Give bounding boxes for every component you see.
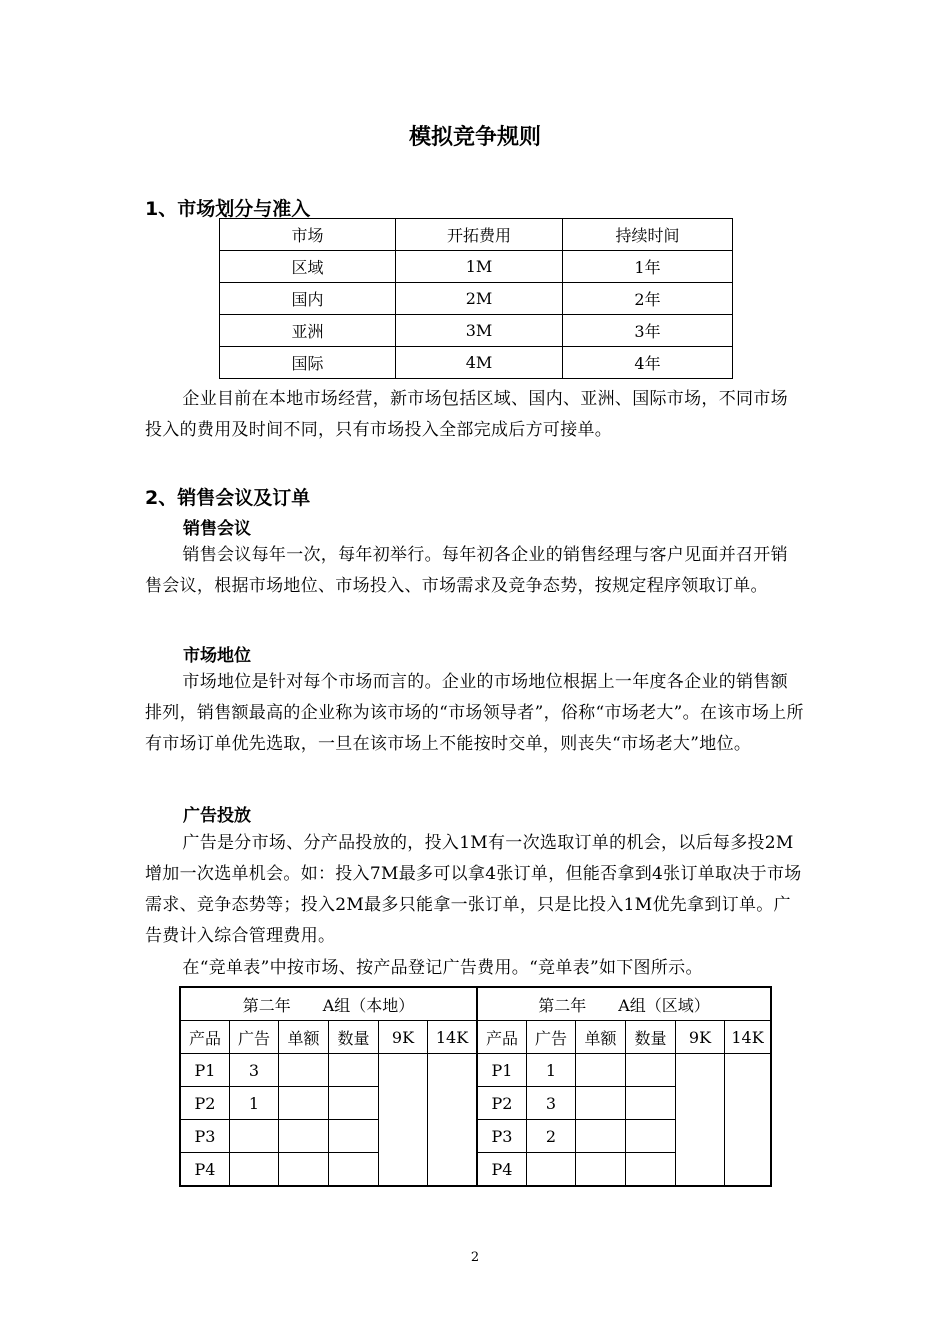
table-cell: 1年	[563, 251, 733, 283]
amount-cell	[576, 1153, 626, 1187]
bid-table-title-row	[180, 987, 771, 1021]
col-header: 产品	[477, 1021, 527, 1054]
9k-cell	[676, 1054, 725, 1187]
amount-cell	[576, 1054, 626, 1087]
col-header: 数量	[329, 1021, 379, 1054]
table-row	[220, 251, 733, 283]
quantity-cell	[329, 1120, 379, 1153]
quantity-cell	[626, 1120, 676, 1153]
product-cell: P3	[477, 1120, 527, 1153]
amount-cell	[576, 1087, 626, 1120]
amount-cell	[279, 1087, 329, 1120]
table-cell: 1M	[396, 251, 563, 283]
ad-cell: 2	[527, 1120, 576, 1153]
col-header: 9K	[379, 1021, 428, 1054]
table-cell: 4M	[396, 347, 563, 379]
section2-heading: 2、销售会议及订单	[145, 487, 311, 509]
col-header: 广告	[527, 1021, 576, 1054]
ad-cell	[527, 1153, 576, 1187]
ad-cell: 3	[230, 1054, 279, 1087]
quantity-cell	[329, 1087, 379, 1120]
amount-cell	[279, 1054, 329, 1087]
col-header: 数量	[626, 1021, 676, 1054]
ad-cell: 1	[527, 1054, 576, 1087]
amount-cell	[279, 1120, 329, 1153]
market-table	[219, 218, 733, 379]
14k-cell	[725, 1054, 772, 1187]
9k-cell	[379, 1054, 428, 1187]
product-cell: P4	[180, 1153, 230, 1187]
ad-cell	[230, 1153, 279, 1187]
table-cell: 4年	[563, 347, 733, 379]
table-row	[180, 1054, 771, 1087]
product-cell: P4	[477, 1153, 527, 1187]
product-cell: P1	[180, 1054, 230, 1087]
table-row	[220, 347, 733, 379]
product-cell: P1	[477, 1054, 527, 1087]
quantity-cell	[626, 1054, 676, 1087]
col-header: 14K	[428, 1021, 478, 1054]
table-cell: 2M	[396, 283, 563, 315]
sub-heading-sales-meeting: 销售会议	[183, 519, 251, 539]
product-cell: P3	[180, 1120, 230, 1153]
page-number: 2	[470, 1250, 480, 1265]
bid-table-header-row	[180, 1021, 771, 1054]
header-cell: 市场	[220, 219, 396, 251]
col-header: 单额	[576, 1021, 626, 1054]
quantity-cell	[329, 1054, 379, 1087]
table-cell: 3M	[396, 315, 563, 347]
sales-meeting-paragraph: 销售会议每年一次，每年初举行。每年初各企业的销售经理与客户见面并召开销售会议，根据市场地位、市场投入、市场需求及竞争态势，按规定程序领取订单。	[145, 545, 788, 596]
amount-cell	[279, 1153, 329, 1187]
table-cell: 亚洲	[220, 315, 396, 347]
ad-cell	[230, 1120, 279, 1153]
table-cell: 区域	[220, 251, 396, 283]
ad-cell: 1	[230, 1087, 279, 1120]
table-cell: 国内	[220, 283, 396, 315]
sub-heading-advertising: 广告投放	[183, 806, 251, 826]
amount-cell	[576, 1120, 626, 1153]
col-header: 产品	[180, 1021, 230, 1054]
header-cell: 开拓费用	[396, 219, 563, 251]
sub-heading-market-position: 市场地位	[183, 646, 251, 666]
table-header-row	[220, 219, 733, 251]
col-header: 14K	[725, 1021, 772, 1054]
table-cell: 2年	[563, 283, 733, 315]
product-cell: P2	[477, 1087, 527, 1120]
page-title: 模拟竞争规则	[408, 125, 541, 150]
table-cell: 国际	[220, 347, 396, 379]
table-row	[220, 283, 733, 315]
col-header: 单额	[279, 1021, 329, 1054]
product-cell: P2	[180, 1087, 230, 1120]
bid-table	[179, 986, 772, 1187]
col-header: 广告	[230, 1021, 279, 1054]
table-cell: 3年	[563, 315, 733, 347]
bid-table-intro: 在“竞单表”中按市场、按产品登记广告费用。“竞单表”如下图所示。	[182, 958, 703, 978]
quantity-cell	[626, 1087, 676, 1120]
col-header: 9K	[676, 1021, 725, 1054]
table-row	[220, 315, 733, 347]
section1-paragraph: 企业目前在本地市场经营，新市场包括区域、国内、亚洲、国际市场，不同市场投入的费用及时间不同，只有市场投入全部完成后方可接单。	[145, 389, 788, 440]
advertising-paragraph: 广告是分市场、分产品投放的，投入1M有一次选取订单的机会，以后每多投2M增加一次选单机会。如：投入7M最多可以拿4张订单，但能否拿到4张订单取决于市场需求、竞争态势等；投入2M最多只能拿一张订单，只是比投入1M优先拿到订单。广告费计入综合管理费用。	[145, 833, 802, 946]
header-cell: 持续时间	[563, 219, 733, 251]
bid-table-right-title: 第二年 A组（区域）	[477, 987, 771, 1021]
quantity-cell	[329, 1153, 379, 1187]
14k-cell	[428, 1054, 478, 1187]
ad-cell: 3	[527, 1087, 576, 1120]
bid-table-left-title: 第二年 A组（本地）	[180, 987, 477, 1021]
section1-heading: 1、市场划分与准入	[145, 198, 311, 220]
market-position-paragraph: 市场地位是针对每个市场而言的。企业的市场地位根据上一年度各企业的销售额排列，销售额最高的企业称为该市场的“市场领导者”，俗称“市场老大”。在该市场上所有市场订单优先选取，一旦在该市场上不能按时交单，则丧失“市场老大”地位。	[145, 672, 804, 754]
quantity-cell	[626, 1153, 676, 1187]
